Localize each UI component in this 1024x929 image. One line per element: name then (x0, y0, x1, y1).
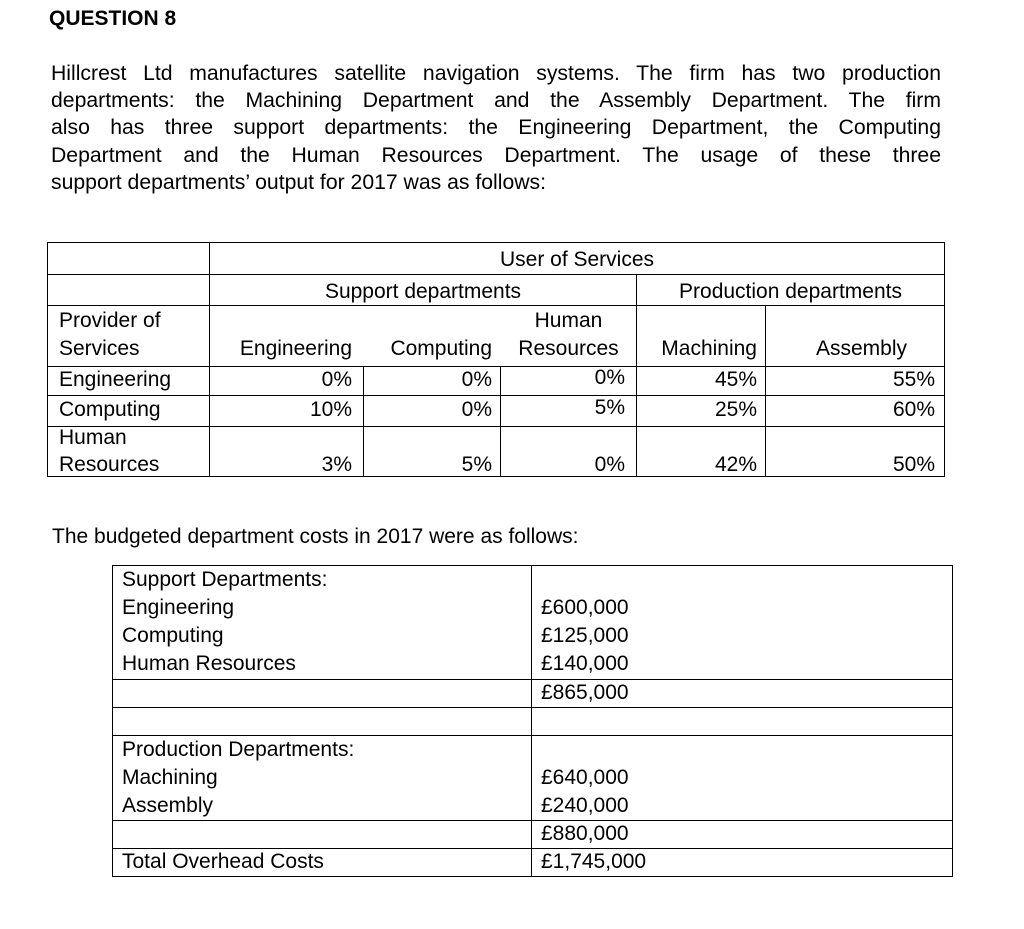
cost-item-amount: £640,000 (541, 766, 629, 789)
table-cell: 60% (892, 398, 935, 421)
col-header-computing: Computing (390, 337, 492, 360)
table-cell: 50% (892, 453, 935, 476)
cost-item-name: Engineering (122, 596, 235, 619)
table-rule (47, 242, 48, 477)
table-rule (47, 274, 945, 275)
cost-item-amount: £240,000 (541, 794, 629, 817)
table-rule (531, 565, 532, 877)
table-rule (112, 679, 953, 680)
support-total-amount: £865,000 (541, 681, 629, 704)
table-cell: 55% (892, 368, 935, 391)
row-provider-computing: Computing (59, 398, 161, 421)
col-header-hr-line2: Resources (518, 337, 619, 360)
row-provider-hr-line2: Resources (59, 453, 160, 476)
table-cell: 0% (594, 366, 625, 389)
service-usage-table (47, 242, 945, 477)
cost-item-name: Human Resources (122, 652, 296, 675)
col-header-machining: Machining (661, 337, 757, 360)
table-cell: 10% (309, 398, 352, 421)
support-departments-heading: Support Departments: (122, 568, 328, 591)
table-rule (47, 426, 945, 427)
cost-item-name: Machining (122, 766, 218, 789)
table-cell: 3% (321, 453, 352, 476)
table-cell: 5% (594, 396, 625, 419)
cost-item-amount: £600,000 (541, 596, 629, 619)
row-provider-engineering: Engineering (59, 368, 172, 391)
paragraph-line: support departments’ output for 2017 was as follows: (51, 170, 547, 194)
table-rule (112, 565, 113, 877)
table-cell: 0% (594, 453, 625, 476)
table-rule (112, 820, 953, 821)
question-title: QUESTION 8 (49, 7, 177, 30)
cost-item-name: Computing (122, 624, 224, 647)
table-cell: 45% (714, 368, 757, 391)
production-total-amount: £880,000 (541, 822, 629, 845)
grand-total-label: Total Overhead Costs (122, 850, 324, 873)
grand-total-amount: £1,745,000 (541, 850, 647, 873)
table-cell: 0% (321, 368, 352, 391)
header-production-departments: Production departments (679, 280, 902, 303)
col-header-hr-line1: Human (534, 309, 603, 332)
header-provider-line1: Provider of (59, 309, 161, 332)
production-departments-heading: Production Departments: (122, 738, 355, 761)
table-rule (47, 305, 945, 306)
cost-item-amount: £140,000 (541, 652, 629, 675)
header-user-of-services: User of Services (499, 248, 655, 271)
table-rule (952, 565, 953, 877)
header-support-departments: Support departments (324, 280, 522, 303)
row-provider-hr-line1: Human (59, 426, 127, 449)
paragraph-line: also has three support departments: the Engineering Department, the Computing (51, 116, 941, 140)
paragraph-line: Department and the Human Resources Department. The usage of these three (51, 143, 941, 167)
header-provider-line2: Services (59, 337, 140, 360)
costs-intro: The budgeted department costs in 2017 were as follows: (52, 525, 579, 548)
table-cell: 25% (714, 398, 757, 421)
paragraph-line: departments: the Machining Department and the Assembly Department. The firm (51, 89, 941, 113)
cost-item-name: Assembly (122, 794, 214, 817)
table-cell: 42% (714, 453, 757, 476)
table-rule (944, 242, 945, 477)
paragraph-line: Hillcrest Ltd manufactures satellite navigation systems. The firm has two production (51, 62, 941, 85)
question-paragraph (51, 60, 941, 196)
col-header-assembly: Assembly (815, 337, 907, 360)
table-cell: 0% (461, 368, 492, 391)
table-rule (47, 242, 945, 243)
table-rule (112, 876, 953, 877)
col-header-engineering: Engineering (239, 337, 352, 360)
budgeted-cost-table (112, 565, 953, 877)
table-cell: 5% (461, 453, 492, 476)
cost-item-amount: £125,000 (541, 624, 629, 647)
table-rule (112, 707, 953, 708)
table-cell: 0% (461, 398, 492, 421)
